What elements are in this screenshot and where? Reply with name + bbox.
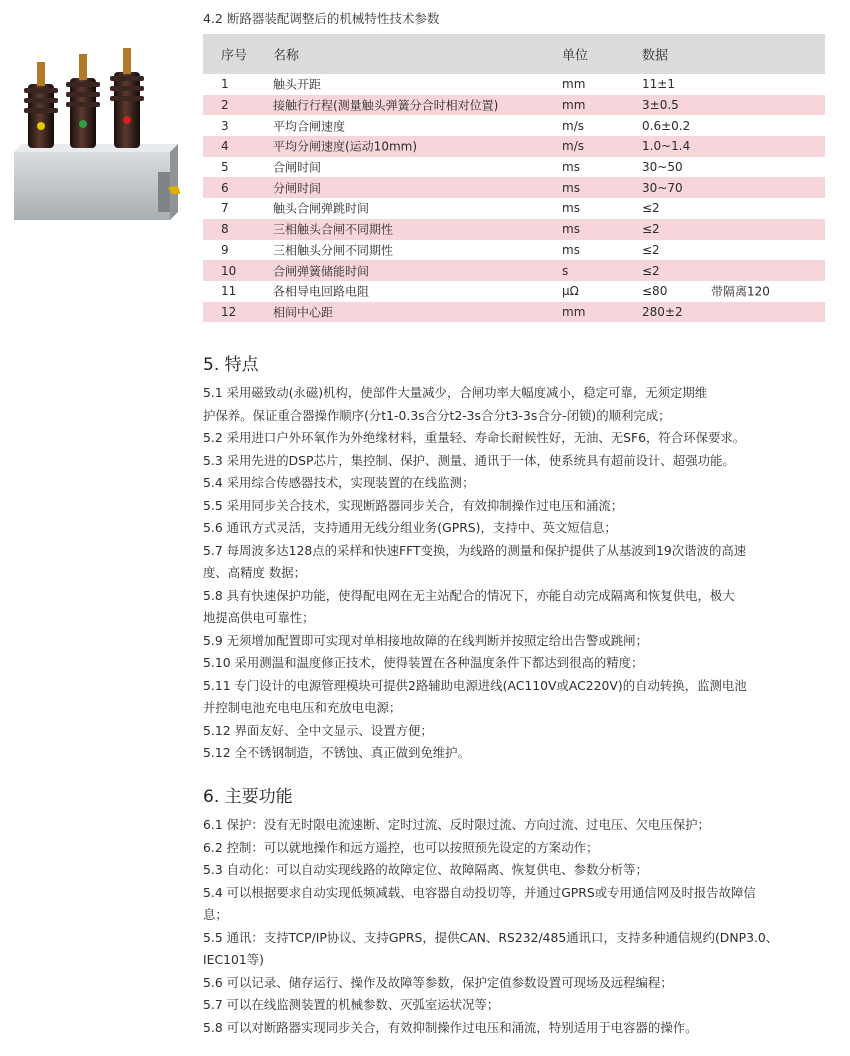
features-section bbox=[203, 352, 843, 765]
features-item: 5.9 无须增加配置即可实现对单相接地故障的在线判断并按照定给出告警或跳闸； bbox=[203, 632, 648, 648]
row-name: 三相触头分闸不同期性 bbox=[273, 243, 394, 258]
row-number: 6 bbox=[221, 180, 229, 195]
table-row bbox=[203, 281, 825, 302]
row-value: 30~70 bbox=[642, 180, 683, 195]
row-name: 合闸弹簧储能时间 bbox=[273, 264, 370, 279]
circuit-breaker-image bbox=[8, 44, 186, 234]
row-value: ≤2 bbox=[642, 222, 660, 237]
row-name: 触头合闸弹跳时间 bbox=[273, 201, 370, 216]
row-value: 1.0~1.4 bbox=[642, 139, 691, 154]
row-number: 9 bbox=[221, 242, 229, 257]
row-number: 4 bbox=[221, 139, 229, 154]
functions-item: 6.2 控制：可以就地操作和远方遥控，也可以按照预先设定的方案动作； bbox=[203, 839, 599, 855]
header-cell: 序号 bbox=[221, 48, 248, 64]
features-item: 5.2 采用进口户外环氧作为外绝缘材料，重量轻、寿命长耐候性好，无油、无SF6，符合环保要求。 bbox=[203, 430, 746, 445]
row-value: 30~50 bbox=[642, 160, 683, 175]
functions-item: 5.5 通讯：支持TCP/IP协议、支持GPRS，提供CAN、RS232/485通讯口，支持多种通信规约(DNP3.0、 IEC101等) bbox=[203, 929, 779, 967]
row-number: 1 bbox=[221, 77, 229, 92]
table-row bbox=[203, 260, 825, 281]
row-value: ≤80 bbox=[642, 284, 668, 299]
mechanical-parameters-table bbox=[203, 34, 825, 322]
row-unit: μΩ bbox=[562, 284, 579, 299]
table-row bbox=[203, 74, 825, 95]
row-value: 3±0.5 bbox=[642, 98, 679, 113]
row-number: 12 bbox=[221, 304, 237, 319]
functions-item: 5.4 可以根据要求自动实现低频减载、电容器自动投切等，并通过GPRS或专用通信网及时报告故障信 息； bbox=[203, 884, 756, 922]
row-name: 平均合闸速度 bbox=[273, 119, 346, 134]
table-row bbox=[203, 302, 825, 323]
row-unit: ms bbox=[562, 222, 580, 237]
features-item: 5.11 专门设计的电源管理模块可提供2路辅助电源进线(AC110V或AC220V)的自动转换，监测电池 并控制电池充电电压和充放电电源； bbox=[203, 677, 747, 715]
features-item: 5.6 通讯方式灵活，支持通用无线分组业务(GPRS)，支持中、英文短信息； bbox=[203, 520, 617, 535]
row-value: ≤2 bbox=[642, 201, 660, 216]
features-item: 5.12 全不锈钢制造，不锈蚀、真正做到免维护。 bbox=[203, 745, 470, 760]
row-unit: mm bbox=[562, 77, 586, 92]
features-item: 5.4 采用综合传感器技术，实现装置的在线监测； bbox=[203, 475, 475, 490]
row-number: 7 bbox=[221, 201, 229, 216]
features-item: 5.8 具有快速保护功能，使得配电网在无主站配合的情况下，亦能自动完成隔离和恢复供电，极大 地提高供电可靠性； bbox=[203, 587, 735, 625]
features-item: 5.1 采用磁致动(永磁)机构，使部件大量减少，合闸功率大幅度减小，稳定可靠，无须定期维 护保养。保证重合器操作顺序(分t1-0.3s合分t2-3s合分t3-3s合分-闭锁)的顺利完成； bbox=[203, 385, 708, 423]
row-unit: ms bbox=[562, 160, 580, 175]
functions-item: 5.7 可以在线监测装置的机械参数、灭弧室运状况等； bbox=[203, 997, 500, 1012]
row-name: 分闸时间 bbox=[273, 181, 322, 196]
row-unit: ms bbox=[562, 242, 580, 257]
row-value: 280±2 bbox=[642, 304, 683, 319]
row-name: 接触行行程(测量触头弹簧分合时相对位置) bbox=[273, 98, 499, 113]
row-number: 5 bbox=[221, 160, 229, 175]
row-number: 11 bbox=[221, 284, 237, 299]
table-row bbox=[203, 157, 825, 178]
features-item: 5.3 采用先进的DSP芯片，集控制、保护、测量、通讯于一体，使系统具有超前设计、超强功能。 bbox=[203, 452, 735, 468]
row-unit: ms bbox=[562, 180, 580, 195]
features-item: 5.10 采用测温和温度修正技术，使得装置在各种温度条件下都达到很高的精度； bbox=[203, 655, 644, 670]
row-unit: m/s bbox=[562, 118, 584, 133]
table-row bbox=[203, 177, 825, 198]
row-note: 带隔离120 bbox=[711, 284, 770, 299]
row-number: 3 bbox=[221, 118, 229, 133]
row-unit: mm bbox=[562, 98, 586, 113]
features-item: 5.7 每周波多达128点的采样和快速FFT变换，为线路的测量和保护提供了从基波到19次谐波的高速 度、高精度 数据； bbox=[203, 542, 747, 580]
functions-section bbox=[203, 784, 843, 1039]
row-name: 三相触头合闸不同期性 bbox=[273, 222, 394, 237]
row-number: 2 bbox=[221, 98, 229, 113]
functions-item: 5.3 自动化：可以自动实现线路的故障定位、故障隔离、恢复供电、参数分析等； bbox=[203, 862, 648, 877]
table-row bbox=[203, 198, 825, 219]
table-row bbox=[203, 219, 825, 240]
table-row bbox=[203, 136, 825, 157]
row-name: 触头开距 bbox=[273, 77, 322, 92]
row-name: 合闸时间 bbox=[273, 160, 322, 175]
table-row bbox=[203, 95, 825, 116]
row-unit: s bbox=[562, 263, 569, 278]
row-name: 平均分闸速度(运动10mm) bbox=[273, 139, 418, 154]
header-cell: 名称 bbox=[273, 48, 300, 64]
table-header bbox=[203, 34, 825, 74]
features-item: 5.5 采用同步关合技术，实现断路器同步关合，有效抑制操作过电压和涌流； bbox=[203, 497, 624, 513]
table-row bbox=[203, 240, 825, 261]
row-number: 10 bbox=[221, 263, 237, 278]
header-cell: 单位 bbox=[562, 48, 589, 64]
row-unit: ms bbox=[562, 201, 580, 216]
functions-item: 5.6 可以记录、储存运行、操作及故障等参数，保护定值参数设置可现场及远程编程； bbox=[203, 974, 673, 990]
row-value: ≤2 bbox=[642, 242, 660, 257]
row-number: 8 bbox=[221, 222, 229, 237]
header-cell: 数据 bbox=[642, 48, 669, 64]
table-section-title: 4.2 断路器装配调整后的机械特性技术参数 bbox=[203, 11, 440, 26]
features-item: 5.12 界面友好、全中文显示、设置方便； bbox=[203, 722, 433, 738]
row-value: 11±1 bbox=[642, 77, 675, 92]
row-value: 0.6±0.2 bbox=[642, 118, 691, 133]
row-value: ≤2 bbox=[642, 263, 660, 278]
functions-heading: 6. 主要功能 bbox=[203, 787, 293, 807]
row-name: 各相导电回路电阻 bbox=[273, 284, 370, 299]
row-unit: m/s bbox=[562, 139, 584, 154]
functions-item: 6.1 保护：没有无时限电流速断、定时过流、反时限过流、方向过流、过电压、欠电压保护； bbox=[203, 817, 710, 832]
features-heading: 5. 特点 bbox=[203, 355, 259, 375]
row-unit: mm bbox=[562, 304, 586, 319]
table-row bbox=[203, 115, 825, 136]
functions-item: 5.8 可以对断路器实现同步关合，有效抑制操作过电压和涌流，特别适用于电容器的操作。 bbox=[203, 1019, 698, 1035]
row-name: 相间中心距 bbox=[273, 305, 334, 320]
